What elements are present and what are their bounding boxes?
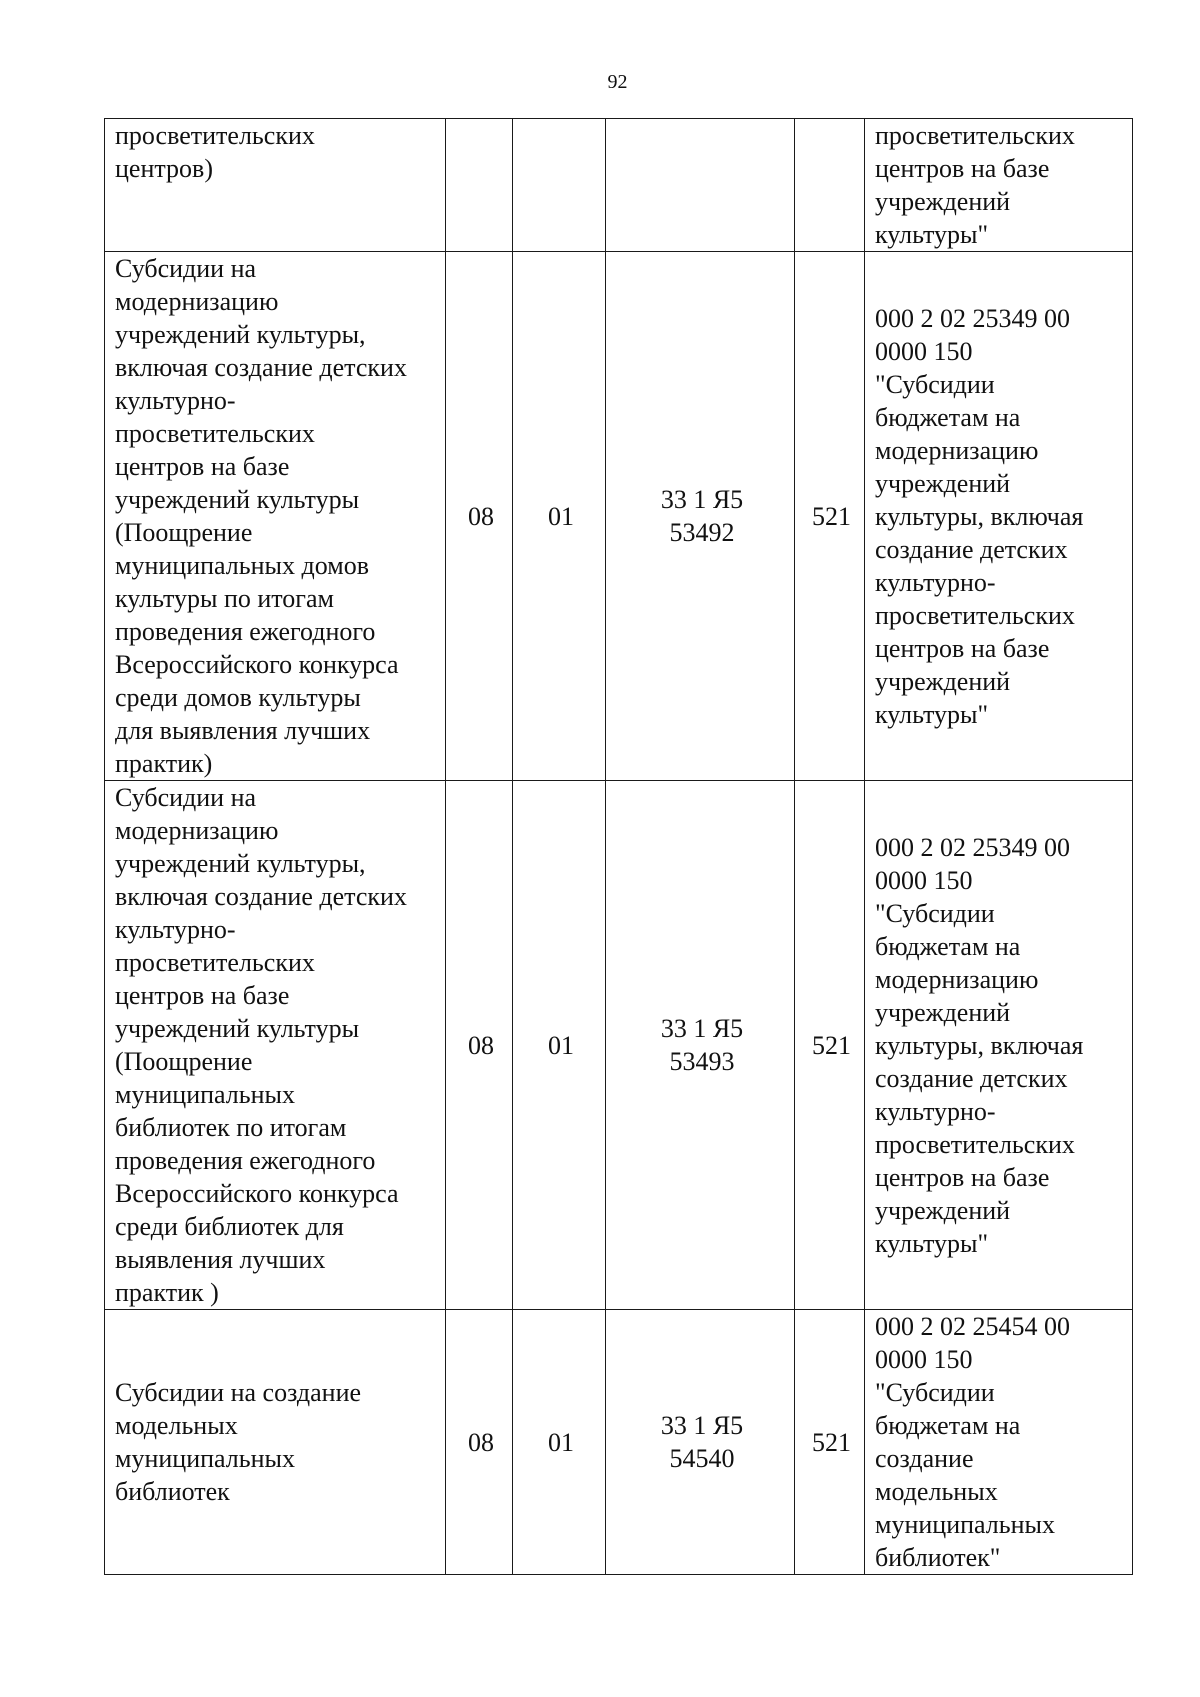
table-row <box>105 252 1133 781</box>
income-code-cell: 000 2 02 25349 00 0000 150 "Субсидии бюджетам на модернизацию учреждений культуры, включая создание детских культурно- просветительских центров на базе учреждений культуры" <box>865 252 1133 781</box>
row-name-cell: Субсидии на модернизацию учреждений культуры, включая создание детских культурно- просветительских центров на базе учреждений культуры (Поощрение муниципальных библиотек по итогам проведения ежегодного Всероссийского конкурса среди библиотек для выявления лучших практик ) <box>105 781 446 1310</box>
target-article-cell: 33 1 Я5 53493 <box>606 781 795 1310</box>
razdel-cell: 08 <box>446 1310 513 1575</box>
expense-type-cell <box>795 119 865 252</box>
razdel-cell <box>446 119 513 252</box>
podrazdel-cell: 01 <box>513 781 606 1310</box>
target-article-cell <box>606 119 795 252</box>
page-number: 92 <box>607 71 628 93</box>
income-code-cell: просветительских центров на базе учреждений культуры" <box>865 119 1133 252</box>
income-code-cell: 000 2 02 25454 00 0000 150 "Субсидии бюджетам на создание модельных муниципальных библиотек" <box>865 1310 1133 1575</box>
income-code-cell: 000 2 02 25349 00 0000 150 "Субсидии бюджетам на модернизацию учреждений культуры, включая создание детских культурно- просветительских центров на базе учреждений культуры" <box>865 781 1133 1310</box>
expense-type-cell: 521 <box>795 252 865 781</box>
podrazdel-cell: 01 <box>513 1310 606 1575</box>
expense-type-cell: 521 <box>795 781 865 1310</box>
table-row <box>105 1310 1133 1575</box>
razdel-cell: 08 <box>446 781 513 1310</box>
podrazdel-cell: 01 <box>513 252 606 781</box>
expense-type-cell: 521 <box>795 1310 865 1575</box>
row-name-cell: Субсидии на модернизацию учреждений культуры, включая создание детских культурно- просветительских центров на базе учреждений культуры (Поощрение муниципальных домов культуры по итогам проведения ежегодного Всероссийского конкурса среди домов культуры для выявления лучших практик) <box>105 252 446 781</box>
row-name-cell: Субсидии на создание модельных муниципальных библиотек <box>105 1310 446 1575</box>
target-article-cell: 33 1 Я5 53492 <box>606 252 795 781</box>
table-row <box>105 119 1133 252</box>
budget-table <box>104 118 1133 1575</box>
table-row <box>105 781 1133 1310</box>
row-name-cell: просветительских центров) <box>105 119 446 252</box>
target-article-cell: 33 1 Я5 54540 <box>606 1310 795 1575</box>
podrazdel-cell <box>513 119 606 252</box>
razdel-cell: 08 <box>446 252 513 781</box>
